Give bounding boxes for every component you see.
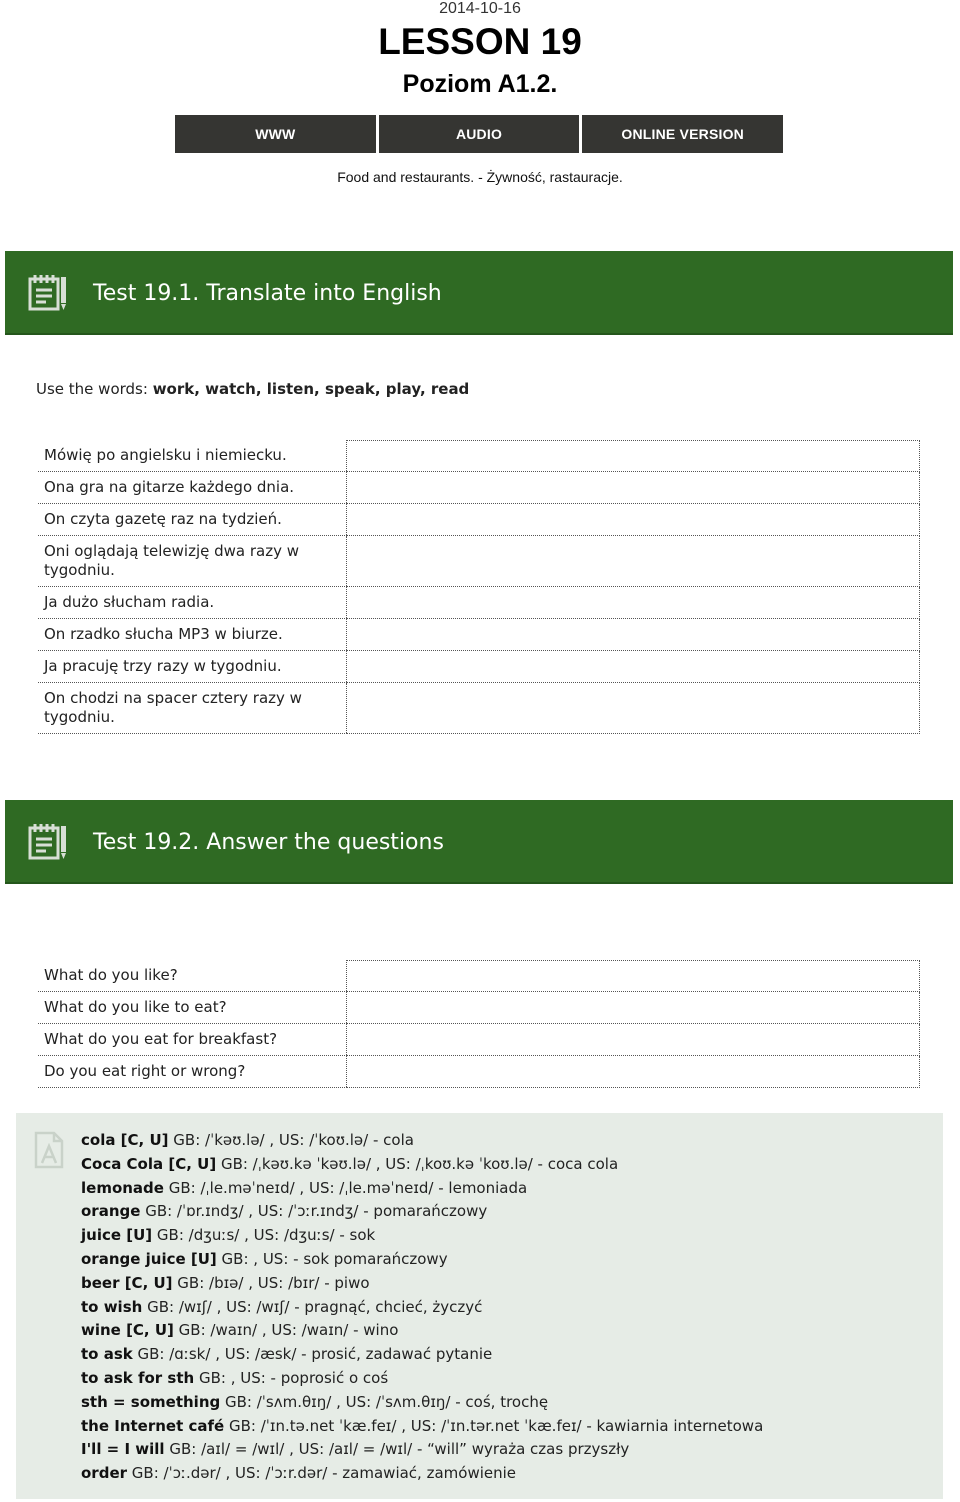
vocab-term: beer [C, U] bbox=[81, 1273, 173, 1292]
answer-field[interactable] bbox=[346, 651, 919, 683]
table-row bbox=[38, 441, 919, 472]
question-text: What do you like? bbox=[38, 961, 346, 992]
question-text: On rzadko słucha MP3 w biurze. bbox=[38, 619, 346, 651]
list-item bbox=[81, 1296, 763, 1320]
question-text: Do you eat right or wrong? bbox=[38, 1056, 346, 1088]
question-text: What do you eat for breakfast? bbox=[38, 1024, 346, 1056]
answer-field[interactable] bbox=[346, 683, 919, 734]
vocab-definition: GB: , US: - poprosić o coś bbox=[194, 1368, 389, 1387]
vocab-definition: GB: /ɑːsk/ , US: /æsk/ - prosić, zadawać pytanie bbox=[132, 1345, 493, 1364]
vocab-definition: GB: /dʒuːs/ , US: /dʒuːs/ - sok bbox=[152, 1226, 376, 1245]
vocab-term: Coca Cola [C, U] bbox=[81, 1154, 217, 1173]
nav-bar bbox=[175, 115, 783, 153]
table-row bbox=[38, 683, 919, 734]
lesson-topic: Food and restaurants. - Żywność, rastauracje. bbox=[337, 169, 623, 185]
vocab-definition: GB: /wɪʃ/ , US: /wɪʃ/ - pragnąć, chcieć, życzyć bbox=[142, 1297, 483, 1316]
table-row bbox=[38, 587, 919, 619]
questions-table bbox=[38, 960, 920, 1088]
question-text: What do you like to eat? bbox=[38, 992, 346, 1024]
list-item bbox=[81, 1462, 763, 1486]
list-item bbox=[81, 1391, 763, 1415]
table-row bbox=[38, 992, 919, 1024]
vocab-definition: GB: /ˌle.məˈneɪd/ , US: /ˌle.məˈneɪd/ - lemoniada bbox=[163, 1178, 528, 1197]
www-button[interactable]: WWW bbox=[175, 115, 376, 153]
question-text: On chodzi na spacer cztery razy w tygodniu. bbox=[38, 683, 346, 734]
vocab-definition: GB: , US: - sok pomarańczowy bbox=[216, 1249, 448, 1268]
question-text: Oni oglądają telewizję dwa razy w tygodniu. bbox=[38, 536, 346, 587]
table-row bbox=[38, 1056, 919, 1088]
question-text: Mówię po angielsku i niemiecku. bbox=[38, 441, 346, 472]
lesson-date: 2014-10-16 bbox=[439, 0, 521, 17]
answer-field[interactable] bbox=[346, 961, 919, 992]
vocab-definition: GB: /ˈsʌm.θɪŋ/ , US: /ˈsʌm.θɪŋ/ - coś, trochę bbox=[220, 1392, 549, 1411]
answer-field[interactable] bbox=[346, 619, 919, 651]
test-title: Test 19.2. Answer the questions bbox=[93, 829, 444, 855]
translate-table bbox=[38, 440, 920, 734]
table-row bbox=[38, 651, 919, 683]
test-notebook-icon bbox=[27, 822, 69, 862]
vocab-term: I'll = I will bbox=[81, 1440, 165, 1459]
online-version-button[interactable]: ONLINE VERSION bbox=[582, 115, 783, 153]
answer-field[interactable] bbox=[346, 504, 919, 536]
instruction-prefix: Use the words: bbox=[36, 380, 153, 398]
vocab-term: juice [U] bbox=[81, 1226, 153, 1245]
vocab-term: orange juice [U] bbox=[81, 1249, 217, 1268]
table-row bbox=[38, 961, 919, 992]
list-item bbox=[81, 1129, 763, 1153]
vocab-definition: GB: /ˈɪn.tə.net ˈkæ.feɪ/ , US: /ˈɪn.tər.net ˈkæ.feɪ/ - kawiarnia internetowa bbox=[224, 1416, 764, 1435]
instruction-words: work, watch, listen, speak, play, read bbox=[152, 380, 470, 398]
list-item bbox=[81, 1438, 763, 1462]
test-banner-19-1 bbox=[5, 251, 953, 335]
list-item bbox=[81, 1343, 763, 1367]
list-item bbox=[81, 1177, 763, 1201]
answer-field[interactable] bbox=[346, 536, 919, 587]
question-text: Ja dużo słucham radia. bbox=[38, 587, 346, 619]
test-notebook-icon bbox=[27, 273, 69, 313]
list-item bbox=[81, 1272, 763, 1296]
vocab-term: wine [C, U] bbox=[81, 1321, 174, 1340]
list-item bbox=[81, 1153, 763, 1177]
vocabulary-box bbox=[16, 1113, 943, 1499]
list-item bbox=[81, 1224, 763, 1248]
vocab-definition: GB: /aɪl/ = /wɪl/ , US: /aɪl/ = /wɪl/ - “will” wyraża czas przyszły bbox=[164, 1440, 630, 1459]
test-banner-19-2 bbox=[5, 800, 953, 884]
vocab-definition: GB: /waɪn/ , US: /waɪn/ - wino bbox=[173, 1321, 399, 1340]
list-item bbox=[81, 1415, 763, 1439]
vocab-definition: GB: /ˈɔː.dər/ , US: /ˈɔːr.dər/ - zamawiać, zamówienie bbox=[127, 1464, 517, 1483]
answer-field[interactable] bbox=[346, 441, 919, 472]
question-text: Ona gra na gitarze każdego dnia. bbox=[38, 472, 346, 504]
vocab-term: order bbox=[81, 1464, 128, 1483]
audio-button[interactable]: AUDIO bbox=[379, 115, 580, 153]
test-instruction bbox=[36, 379, 469, 399]
vocab-definition: GB: /ˌkəʊ.kə ˈkəʊ.lə/ , US: /ˌkoʊ.kə ˈkoʊ.lə/ - coca cola bbox=[216, 1154, 619, 1173]
lesson-title: LESSON 19 bbox=[378, 21, 582, 62]
vocab-term: to ask bbox=[81, 1345, 133, 1364]
vocab-term: cola [C, U] bbox=[81, 1131, 169, 1149]
list-item bbox=[81, 1200, 763, 1224]
question-text: Ja pracuję trzy razy w tygodniu. bbox=[38, 651, 346, 683]
vocab-term: orange bbox=[81, 1202, 141, 1221]
answer-field[interactable] bbox=[346, 1056, 919, 1088]
table-row bbox=[38, 504, 919, 536]
vocabulary-document-icon bbox=[34, 1131, 64, 1169]
vocab-term: to ask for sth bbox=[81, 1368, 195, 1387]
answer-field[interactable] bbox=[346, 587, 919, 619]
vocab-term: to wish bbox=[81, 1297, 143, 1316]
list-item bbox=[81, 1367, 763, 1391]
list-item bbox=[81, 1319, 763, 1343]
vocab-definition: GB: /bɪə/ , US: /bɪr/ - piwo bbox=[172, 1273, 370, 1292]
answer-field[interactable] bbox=[346, 1024, 919, 1056]
answer-field[interactable] bbox=[346, 992, 919, 1024]
question-text: On czyta gazetę raz na tydzień. bbox=[38, 504, 346, 536]
level-subtitle: Poziom A1.2. bbox=[402, 70, 558, 98]
table-row bbox=[38, 619, 919, 651]
answer-field[interactable] bbox=[346, 472, 919, 504]
table-row bbox=[38, 536, 919, 587]
list-item bbox=[81, 1248, 763, 1272]
vocab-term: sth = something bbox=[81, 1392, 221, 1411]
vocab-definition: GB: /ˈɒr.ɪndʒ/ , US: /ˈɔːr.ɪndʒ/ - pomarańczowy bbox=[140, 1202, 488, 1221]
table-row bbox=[38, 1024, 919, 1056]
table-row bbox=[38, 472, 919, 504]
vocab-term: the Internet café bbox=[81, 1416, 225, 1435]
vocabulary-list bbox=[81, 1129, 763, 1486]
vocab-term: lemonade bbox=[81, 1178, 164, 1197]
vocab-definition: GB: /ˈkəʊ.lə/ , US: /ˈkoʊ.lə/ - cola bbox=[168, 1131, 414, 1149]
test-title: Test 19.1. Translate into English bbox=[93, 280, 442, 306]
